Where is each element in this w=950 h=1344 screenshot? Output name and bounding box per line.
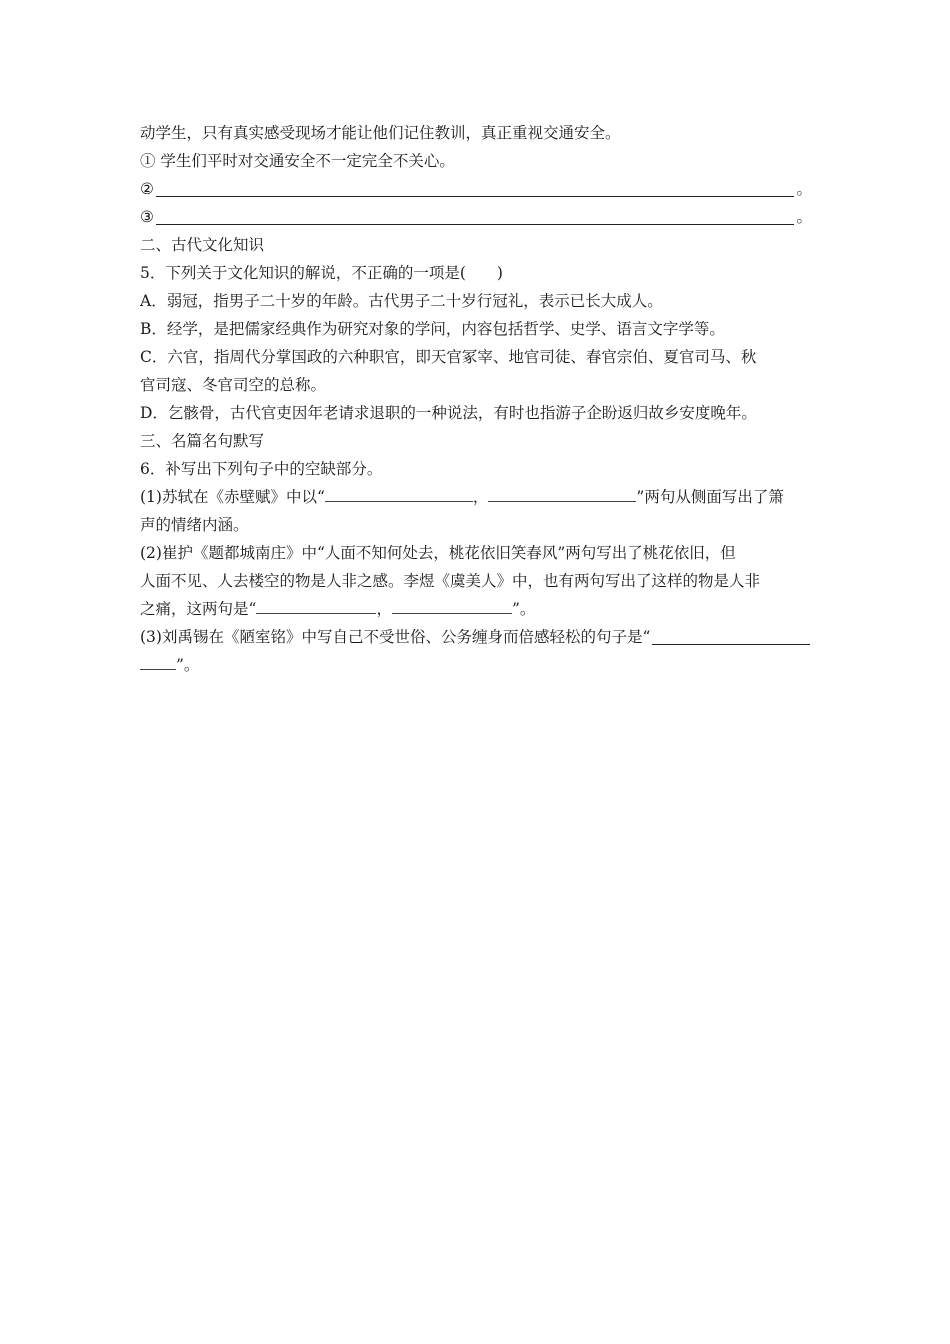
q6-3-suffix: ”。 — [176, 656, 200, 674]
q6-2-line2: 人面不见、人去楼空的物是人非之感。李煜《虞美人》中，也有两句写出了这样的物是人非 — [140, 572, 761, 590]
q6-3-line2 — [140, 651, 812, 679]
answer-line-3[interactable] — [156, 206, 795, 225]
q6-1-line2: 声的情绪内涵。 — [140, 516, 249, 534]
q6-1-blank-a[interactable] — [325, 485, 473, 502]
list-item-2-marker: ② — [140, 180, 154, 198]
q6-2-blank-a[interactable] — [256, 597, 376, 614]
q6-2-suffix: ”。 — [511, 600, 536, 618]
intro-line: 动学生，只有真实感受现场才能让他们记住教训，真正重视交通安全。 — [140, 124, 621, 142]
question-5: 5．下列关于文化知识的解说，不正确的一项是( ) — [140, 264, 503, 282]
q6-1-prefix: (1)苏轼在《赤壁赋》中以“ — [140, 488, 325, 506]
section-heading-dictation: 三、名篇名句默写 — [140, 432, 265, 450]
option-d: D．乞骸骨，古代官吏因年老请求退职的一种说法，有时也指游子企盼返归故乡安度晚年。 — [140, 404, 757, 422]
list-item-3 — [140, 203, 812, 231]
q6-1-blank-b[interactable] — [488, 485, 636, 502]
list-item-2 — [140, 175, 812, 203]
q6-3-text: (3)刘禹锡在《陋室铭》中写自己不受世俗、公务缠身而倍感轻松的句子是“ — [140, 628, 651, 646]
q6-3-line1 — [140, 623, 812, 651]
q6-3-blank-b[interactable] — [140, 653, 176, 670]
q6-2-line1: (2)崔护《题都城南庄》中“人面不知何处去，桃花依旧笑春风”两句写出了桃花依旧，但 — [140, 544, 736, 562]
option-a: A．弱冠，指男子二十岁的年龄。古代男子二十岁行冠礼，表示已长大成人。 — [140, 292, 663, 310]
q6-1-sep: ， — [472, 488, 489, 506]
q6-2-prefix: 之痛，这两句是“ — [140, 600, 257, 618]
answer-line-2[interactable] — [156, 178, 795, 197]
list-item-3-marker: ③ — [140, 208, 154, 226]
q6-1-line1 — [140, 483, 812, 511]
list-item-1: ① 学生们平时对交通安全不一定完全不关心。 — [140, 152, 455, 170]
option-b: B．经学，是把儒家经典作为研究对象的学问，内容包括哲学、史学、语言文字学等。 — [140, 320, 725, 338]
q6-1-suffix: ”两句从侧面写出了箫 — [636, 488, 784, 506]
question-6: 6．补写出下列句子中的空缺部分。 — [140, 460, 383, 478]
option-c-line1: C．六官，指周代分掌国政的六种职官，即天官冢宰、地官司徒、春官宗伯、夏官司马、秋 — [140, 348, 757, 366]
list-item-3-end: 。 — [796, 208, 812, 226]
option-c-line2: 官司寇、冬官司空的总称。 — [140, 376, 327, 394]
worksheet-page — [140, 119, 812, 679]
q6-2-line3 — [140, 595, 812, 623]
q6-3-blank-a[interactable] — [652, 626, 810, 645]
list-item-2-end: 。 — [796, 180, 812, 198]
section-heading-culture: 二、古代文化知识 — [140, 236, 265, 254]
q6-2-blank-b[interactable] — [392, 597, 512, 614]
q6-2-sep: ， — [376, 600, 392, 618]
